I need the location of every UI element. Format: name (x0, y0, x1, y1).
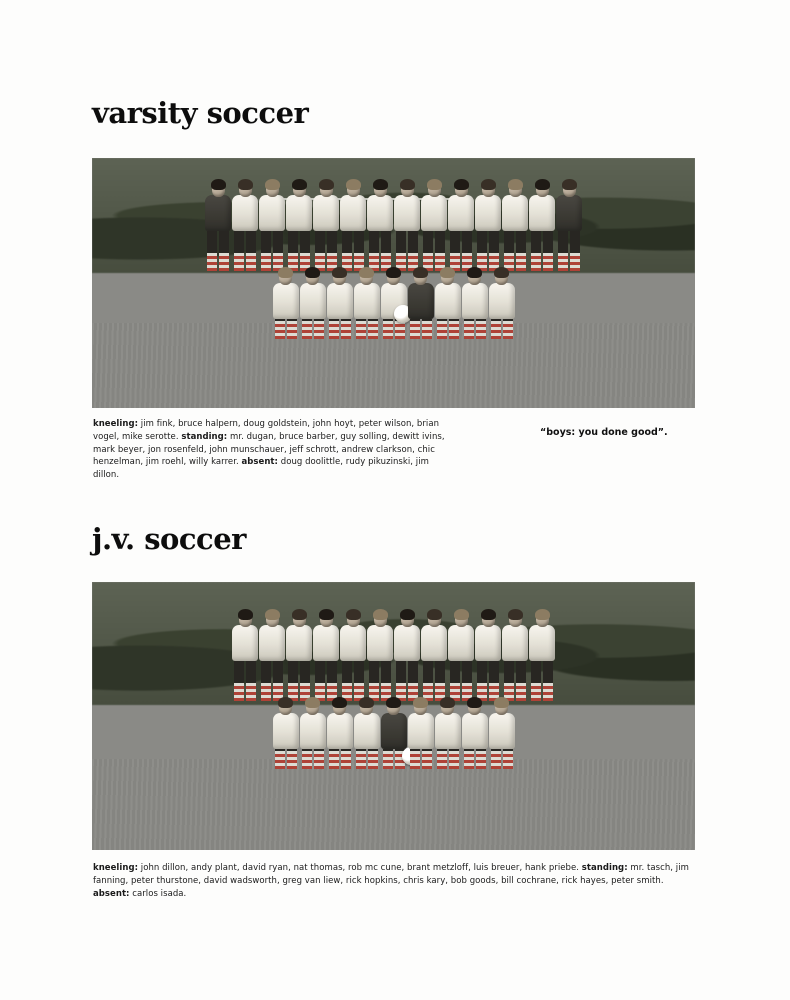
team-member (286, 182, 312, 271)
team-member (475, 612, 501, 701)
team-member (435, 700, 461, 769)
team-member (354, 700, 380, 769)
jv-kneeling-label: kneeling: (93, 863, 139, 873)
team-member (367, 612, 393, 701)
team-member (556, 182, 582, 271)
varsity-standing-row (92, 182, 695, 271)
team-member (502, 182, 528, 271)
team-member (340, 182, 366, 271)
team-member (300, 700, 326, 769)
jv-standing-label: standing: (581, 863, 628, 873)
team-member (475, 182, 501, 271)
team-member (421, 182, 447, 271)
team-member (394, 612, 420, 701)
team-member (394, 182, 420, 271)
team-member (435, 270, 461, 339)
team-member (502, 612, 528, 701)
team-member (327, 700, 353, 769)
jv-absent-names: carlos isada. (129, 888, 187, 899)
jv-kneeling-row (92, 700, 695, 769)
team-member (205, 182, 231, 271)
team-member (462, 270, 488, 339)
varsity-quote: “boys: you done good”. (540, 427, 668, 438)
team-member (354, 270, 380, 339)
team-member (462, 700, 488, 769)
varsity-kneeling-label: kneeling: (93, 419, 139, 429)
team-member (489, 270, 515, 339)
team-member (313, 182, 339, 271)
team-member (300, 270, 326, 339)
jv-section-title: j.v. soccer (92, 522, 246, 556)
jv-absent-label: absent: (93, 888, 130, 899)
varsity-team-photo (92, 158, 695, 408)
team-member (313, 612, 339, 701)
goalkeeper (408, 270, 434, 339)
jv-standing-names: mr. tasch, jim fanning, peter thurstone, david wadsworth, greg van liew, rick hopkins, chris kary, bob goods, bill cochrane, rick hayes, peter smith. (93, 863, 689, 886)
team-member (448, 182, 474, 271)
team-member (448, 612, 474, 701)
jv-standing-row (92, 612, 695, 701)
grass-field (92, 759, 695, 850)
jv-caption (93, 862, 697, 900)
varsity-caption (93, 418, 449, 482)
team-member (232, 182, 258, 271)
team-member (259, 182, 285, 271)
team-member (273, 270, 299, 339)
team-member (286, 612, 312, 701)
varsity-absent-names: doug doolittle, rudy pikuzinski, jim dillon. (93, 457, 429, 480)
team-member (408, 700, 434, 769)
team-member (340, 612, 366, 701)
jv-team-photo (92, 582, 695, 850)
team-member (529, 182, 555, 271)
team-member (367, 182, 393, 271)
varsity-section-title: varsity soccer (92, 96, 309, 130)
varsity-kneeling-row (92, 270, 695, 339)
varsity-absent-label: absent: (241, 457, 278, 468)
team-member (232, 612, 258, 701)
team-member (327, 270, 353, 339)
team-member (259, 612, 285, 701)
varsity-standing-label: standing: (181, 431, 228, 442)
team-member (529, 612, 555, 701)
jv-kneeling-names: john dillon, andy plant, david ryan, nat thomas, rob mc cune, brant metzloff, luis breuer, hank priebe. (138, 863, 582, 873)
team-member (273, 700, 299, 769)
varsity-standing-names: mr. dugan, bruce barber, guy solling, dewitt ivins, mark beyer, jon rosenfeld, john munschauer, jeff schrott, andrew clarkson, chic henzelman, jim roehl, willy karrer. (93, 431, 445, 468)
team-member (421, 612, 447, 701)
team-member (489, 700, 515, 769)
varsity-kneeling-names: jim fink, bruce halpern, doug goldstein, john hoyt, peter wilson, brian vogel, mike serotte. (93, 419, 440, 442)
